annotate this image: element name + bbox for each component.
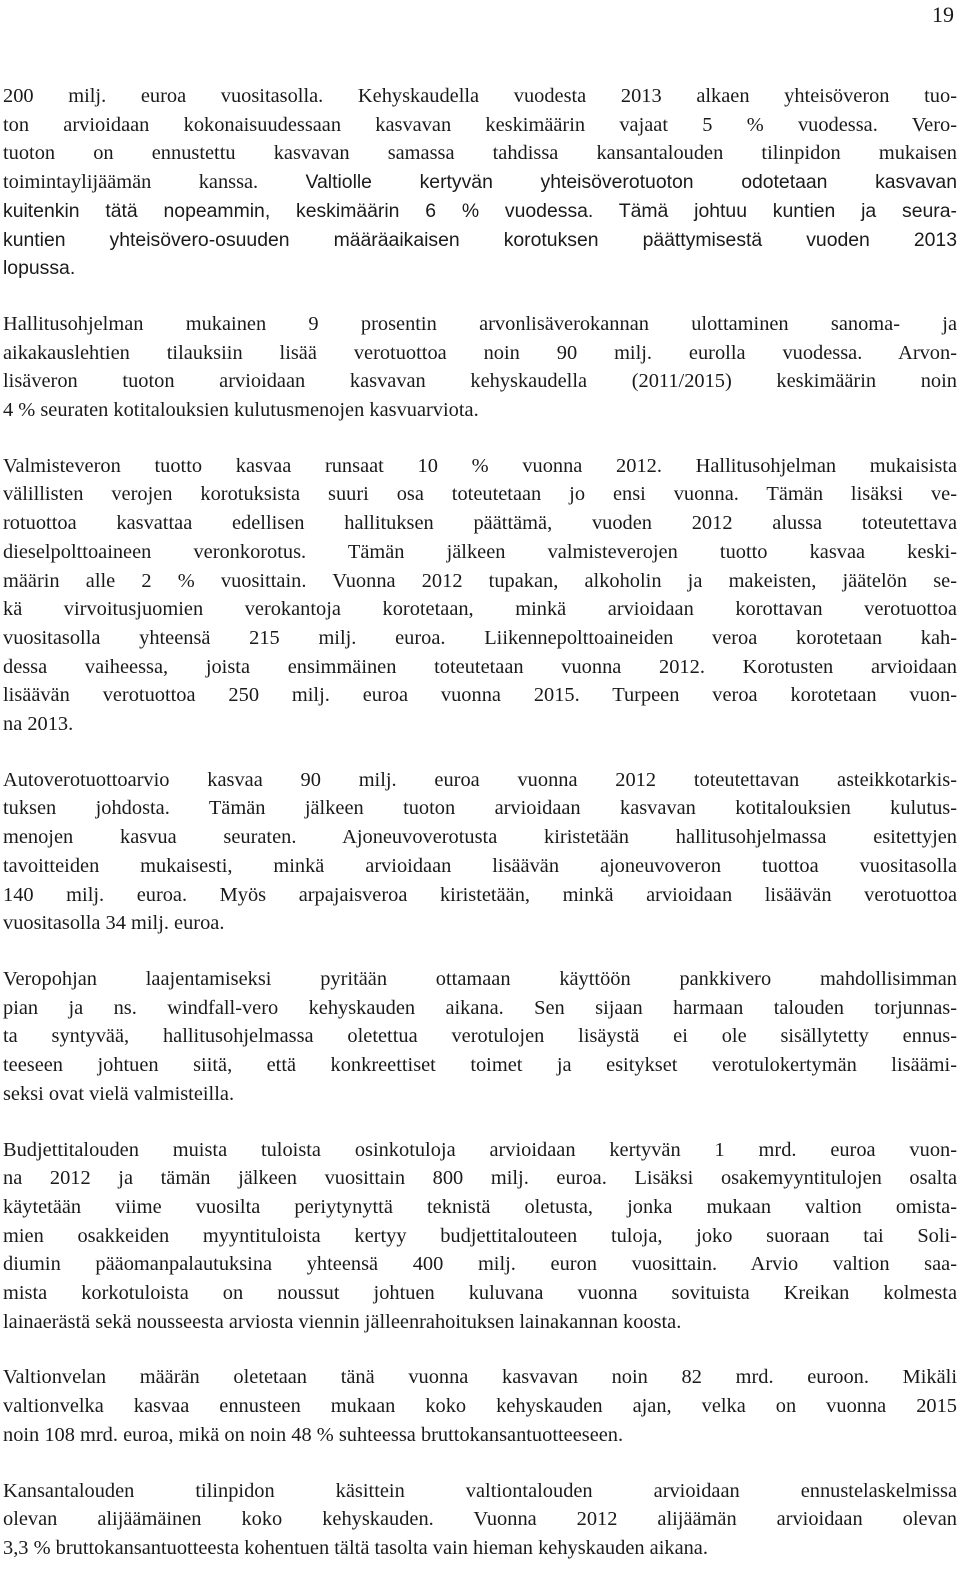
paragraph xyxy=(3,82,957,283)
text-run: tavoitteiden mukaisesti, minkä arvioidaan lisäävän ajoneuvoveron tuottoa vuositasolla xyxy=(3,854,957,877)
paragraph xyxy=(3,452,957,739)
text-line xyxy=(3,681,957,710)
text-run: dessa vaiheessa, joista ensimmäinen toteutetaan vuonna 2012. Korotusten arvioidaan xyxy=(3,655,957,678)
text-run: 200 milj. euroa vuositasolla. Kehyskaudella vuodesta 2013 alkaen yhteisöveron tuo- xyxy=(3,85,957,107)
text-run: aikakauslehtien tilauksiin lisää verotuottoa noin 90 milj. eurolla vuodessa. xyxy=(3,341,899,364)
text-line xyxy=(3,881,957,910)
body-text xyxy=(3,82,957,1590)
text-run: 4 % seuraten kotitalouksien kulutusmenojen kasvuarviota. xyxy=(3,399,479,422)
text-run: kuitenkin tätä nopeammin, keskimäärin 6 % vuodessa. Tämä johtuu kuntien ja seura- xyxy=(3,199,957,222)
text-line xyxy=(3,82,957,111)
text-line xyxy=(3,509,957,538)
text-line xyxy=(3,339,957,368)
text-run: valtionvelka kasvaa ennusteen mukaan koko kehyskauden ajan, velka on vuonna 2015 xyxy=(3,1395,957,1418)
text-run: diumin pääomanpalautuksina yhteensä 400 milj. euron vuosittain. Arvio valtion saa- xyxy=(3,1253,957,1276)
text-run: vuositasolla yhteensä 215 milj. euroa. Liikennepolttoaineiden veroa korotetaan kah- xyxy=(3,626,957,649)
text-run: kuntien yhteisövero-osuuden määräaikaisen korotuksen päättymisestä vuoden 2013 xyxy=(3,228,957,251)
text-line xyxy=(3,254,957,283)
text-run: Valtiolle kertyvän yhteisöverotuoton odotetaan kasvavan xyxy=(305,171,957,194)
text-line xyxy=(3,1136,957,1165)
text-run: kä virvoitusjuomien verokantoja korotetaan, minkä arvioidaan korottavan verotuottoa xyxy=(3,598,957,621)
text-line xyxy=(3,367,957,396)
text-line xyxy=(3,595,957,624)
text-run: toimintaylijäämän kanssa. xyxy=(3,171,306,194)
text-run: Budjettitalouden muista tuloista osinkotuloja arvioidaan kertyvän 1 mrd. euroa vuon- xyxy=(3,1138,957,1161)
text-run: välillisten verojen korotuksista suuri osa toteutetaan jo ensi vuonna. Tämän lisäksi ve- xyxy=(3,483,957,506)
text-run: olevan alijäämäinen koko kehyskauden. Vuonna 2012 alijäämän arvioidaan olevan xyxy=(3,1508,957,1531)
text-line xyxy=(3,1308,957,1337)
text-run: Valtionvelan määrän oletetaan tänä vuonna kasvavan noin 82 mrd. euroon. Mikäli xyxy=(3,1366,957,1389)
text-line xyxy=(3,396,957,425)
text-run: lisäävän verotuottoa 250 milj. euroa vuonna 2015. Turpeen veroa korotetaan vuon- xyxy=(3,684,957,707)
text-line xyxy=(3,852,957,881)
text-line xyxy=(3,139,957,168)
text-run: lopussa. xyxy=(3,257,76,280)
text-line xyxy=(3,794,957,823)
text-run: dieselpolttoaineen veronkorotus. Tämän jälkeen valmisteverojen tuotto kasvaa keski- xyxy=(3,540,957,563)
text-line xyxy=(3,1222,957,1251)
text-run: na 2013. xyxy=(3,713,74,736)
paragraph xyxy=(3,1136,957,1337)
text-run: Kansantalouden tilinpidon käsittein valtiontalouden arvioidaan ennustelaskelmissa xyxy=(3,1479,957,1502)
text-line xyxy=(3,994,957,1023)
text-run: 140 milj. euroa. Myös arpajaisveroa kiristetään, minkä arvioidaan lisäävän verotuottoa xyxy=(3,883,957,906)
text-run: ta syntyvää, hallitusohjelmassa oletettua verotulojen lisäystä ei ole sisällytetty ennus- xyxy=(3,1025,957,1048)
paragraph xyxy=(3,766,957,938)
text-line xyxy=(3,1363,957,1392)
text-line xyxy=(3,310,957,339)
text-line xyxy=(3,1250,957,1279)
text-line xyxy=(3,1477,957,1506)
text-run: menojen kasvua seuraten. Ajoneuvoverotusta kiristetään hallitusohjelmassa esitettyjen xyxy=(3,826,957,849)
text-line xyxy=(3,1193,957,1222)
text-line xyxy=(3,624,957,653)
text-run: käytetään viime vuosilta periytynyttä teknistä oletusta, jonka mukaan valtion omista- xyxy=(3,1195,957,1218)
text-run: noin 108 mrd. euroa, mikä on noin 48 % suhteessa bruttokansantuotteeseen. xyxy=(3,1423,624,1446)
text-line xyxy=(3,965,957,994)
text-line xyxy=(3,226,957,255)
text-run: lisäveron tuoton arvioidaan kasvavan kehyskaudella (2011/2015) keskimäärin noin xyxy=(3,370,957,393)
text-run: lainaerästä sekä nousseesta arviosta viennin jälleenrahoituksen lainakannan koosta. xyxy=(3,1310,682,1333)
text-run: Autoverotuottoarvio kasvaa 90 milj. euroa vuonna 2012 toteutettavan asteikkotarkis- xyxy=(3,768,957,791)
text-run: mien osakkeiden myyntituloista kertyy budjettitalouteen tuloja, joko suoraan tai Soli- xyxy=(3,1224,957,1247)
text-run: tuksen johdosta. Tämän jälkeen tuoton arvioidaan kasvavan kotitalouksien kulutus- xyxy=(3,797,957,820)
text-line xyxy=(3,1080,957,1109)
text-run: na 2012 ja tämän jälkeen vuosittain 800 milj. euroa. Lisäksi osakemyyntitulojen osalta xyxy=(3,1167,957,1190)
text-line xyxy=(3,480,957,509)
text-run: 3,3 % bruttokansantuotteesta kohentuen tältä tasolta vain hieman kehyskauden aikana. xyxy=(3,1536,708,1559)
text-run: Arvon- xyxy=(898,341,957,364)
text-run: mista korkotuloista on noussut johtuen kuluvana vuonna sovituista Kreikan kolmesta xyxy=(3,1282,957,1305)
paragraph xyxy=(3,1477,957,1563)
text-line xyxy=(3,1022,957,1051)
text-line xyxy=(3,197,957,226)
text-line xyxy=(3,1534,957,1563)
text-line xyxy=(3,1164,957,1193)
text-line xyxy=(3,168,957,197)
paragraph xyxy=(3,965,957,1109)
text-line xyxy=(3,1279,957,1308)
text-line xyxy=(3,567,957,596)
text-run: ton arvioidaan kokonaisuudessaan kasvavan keskimäärin vajaat 5 % vuodessa. Vero- xyxy=(3,113,957,136)
text-run: tuoton on ennustettu kasvavan samassa tahdissa kansantalouden tilinpidon mukaisen xyxy=(3,142,957,165)
text-line xyxy=(3,111,957,140)
text-run: Valmisteveron tuotto kasvaa runsaat 10 % vuonna 2012. Hallitusohjelman mukaisista xyxy=(3,454,957,477)
text-run: vuositasolla 34 milj. euroa. xyxy=(3,912,225,935)
text-run: määrin alle 2 % vuosittain. Vuonna 2012 tupakan, alkoholin ja makeisten, jäätelön se- xyxy=(3,569,957,592)
paragraph xyxy=(3,1363,957,1449)
text-line xyxy=(3,653,957,682)
text-line xyxy=(3,538,957,567)
text-line xyxy=(3,1051,957,1080)
page-number: 19 xyxy=(932,2,954,27)
text-line xyxy=(3,1392,957,1421)
text-run: rotuottoa kasvattaa edellisen hallituksen päättämä, vuoden 2012 alussa toteutettava xyxy=(3,512,957,535)
text-line xyxy=(3,909,957,938)
text-line xyxy=(3,823,957,852)
text-line xyxy=(3,1505,957,1534)
text-line xyxy=(3,1421,957,1450)
text-run: Hallitusohjelman mukainen 9 prosentin arvonlisäverokannan ulottaminen sanoma- ja xyxy=(3,312,957,335)
text-run: teeseen johtuen siitä, että konkreettiset toimet ja esitykset verotulokertymän lisäämi- xyxy=(3,1054,957,1077)
paragraph xyxy=(3,310,957,425)
text-run: Veropohjan laajentamiseksi pyritään ottamaan käyttöön pankkivero mahdollisimman xyxy=(3,967,957,990)
text-line xyxy=(3,710,957,739)
text-line xyxy=(3,452,957,481)
text-run: pian ja ns. windfall-vero kehyskauden aikana. Sen sijaan harmaan talouden torjunnas- xyxy=(3,996,957,1019)
text-line xyxy=(3,766,957,795)
text-run: seksi ovat vielä valmisteilla. xyxy=(3,1082,235,1105)
